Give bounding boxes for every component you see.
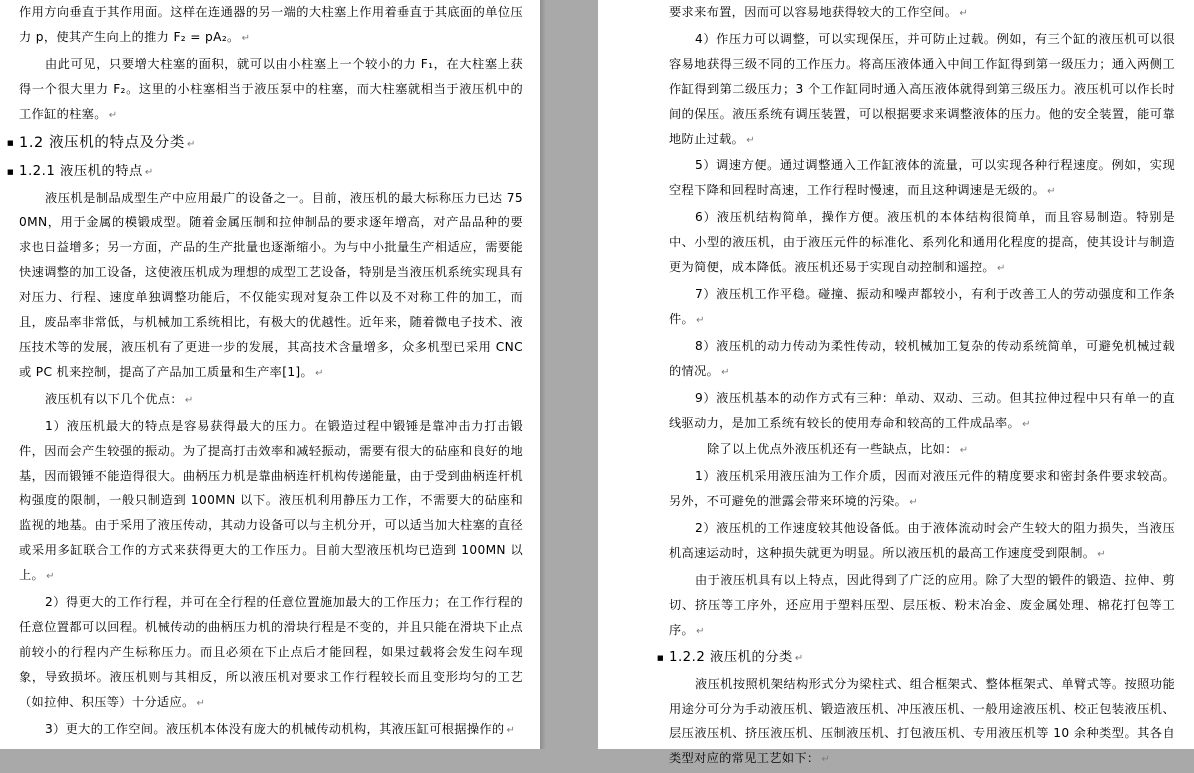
paragraph-mark-icon: ↵: [696, 314, 705, 326]
paragraph-mark-icon: ↵: [1047, 186, 1056, 198]
paragraph-mark-icon: ↵: [506, 724, 516, 736]
paragraph-mark-icon: ↵: [959, 445, 969, 457]
body-paragraph: [19, 186, 523, 387]
paragraph-text: 由此可见，只要增大柱塞的面积，就可以由小柱塞上一个较小的力 F₁，在大柱塞上获得一个很大里力 F₂。这里的小柱塞相当于液压泵中的柱塞，而大柱塞就相当于液压机中的工作缸的柱塞。: [19, 56, 523, 121]
paragraph-text: 作用方向垂直于其作用面。这样在连通器的另一端的大柱塞上作用着垂直于其底面的单位压力 p，使其产生向上的推力 F₂ = pA₂。: [19, 5, 523, 44]
paragraph-mark-icon: ↵: [996, 263, 1006, 275]
paragraph-text: 1.2.2 液压机的分类: [669, 649, 793, 665]
paragraph-text: 要求来布置，因而可以容易地获得较大的工作空间。: [669, 5, 958, 19]
subsection-heading: [657, 645, 1175, 672]
paragraph-mark-icon: ↵: [721, 366, 730, 378]
body-paragraph: [19, 52, 523, 129]
subsection-heading: [7, 159, 523, 186]
body-paragraph: [19, 717, 523, 744]
section-heading: [7, 129, 523, 159]
body-paragraph: [669, 334, 1175, 386]
body-paragraph: [669, 282, 1175, 334]
body-paragraph: [669, 153, 1175, 205]
paragraph-mark-icon: ↵: [186, 138, 196, 150]
paragraph-mark-icon: ↵: [794, 652, 804, 664]
body-paragraph: [19, 387, 523, 414]
paragraph-text: 8）液压机的动力传动为柔性传动，较机械加工复杂的传动系统简单，可避免机械过载的情况。: [669, 338, 1175, 378]
paragraph-mark-icon: ↵: [144, 166, 154, 178]
heading-bullet-icon: ■: [7, 167, 15, 176]
document-page-left[interactable]: [0, 0, 540, 749]
heading-bullet-icon: ■: [657, 653, 665, 662]
paragraph-mark-icon: ↵: [909, 497, 918, 509]
paragraph-text: 1.2 液压机的特点及分类: [19, 134, 185, 151]
paragraph-text: 1）液压机采用液压油为工作介质，因而对液压元件的精度要求和密封条件要求较高。另外，不可避免的泄露会带来环境的污染。: [669, 469, 1175, 509]
paragraph-text: 7）液压机工作平稳。碰撞、振动和噪声都较小，有利于改善工人的劳动强度和工作条件。: [669, 286, 1175, 326]
body-paragraph: [669, 27, 1175, 154]
body-paragraph: [669, 437, 1175, 464]
page-left-text-column[interactable]: [7, 0, 523, 743]
body-paragraph: [669, 464, 1175, 516]
paragraph-text: 2）液压机的工作速度较其他设备低。由于液体流动时会产生较大的阻力损失，当液压机高速运动时，这种损失就更为明显。所以液压机的最高工作速度受到限制。: [669, 521, 1175, 561]
paragraph-text: 5）调速方便。通过调整通入工作缸液体的流量，可以实现各种行程速度。例如，实现空程下降和回程时高速，工作行程时慢速，而且这种调速是无级的。: [669, 158, 1175, 198]
paragraph-mark-icon: ↵: [696, 625, 705, 637]
paragraph-mark-icon: ↵: [746, 134, 755, 146]
paragraph-text: 4）作压力可以调整，可以实现保压，并可防止过载。例如，有三个缸的液压机可以很容易地获得三级不同的工作压力。将高压液体通入中间工作缸得到第一级压力；通入两侧工作缸得到第二级压力；3 个工作缸同时通入高压液体就得到第三级压力。液压机可以作长时间的保压。液压系统有调压装置，可以根据要求来调整液体的压力。他的安全装置，能可靠地防止过载。: [669, 31, 1175, 146]
paragraph-text: 液压机是制品成型生产中应用最广的设备之一。目前，液压机的最大标称压力已达 750MN，用于金属的模锻成型。随着金属压制和拉伸制品的要求逐年增高，对产品品种的要求也日益增多；另一方面，产品的生产批量也逐渐缩小。为与中小批量生产相适应，需要能快速调整的加工设备，这使液压机成为理想的成型工艺设备，特别是当液压机系统实现具有对压力、行程、速度单独调整功能后，不仅能实现对复杂工件以及不对称工件的加工，而且，废品率非常低，与机械加工系统相比，有极大的优越性。近年来，随着微电子技术、液压技术等的发展，液压机有了更进一步的发展，其高技术含量增多，众多机型已采用 CNC 或 PC 机来控制，提高了产品加工质量和生产率[1]。: [19, 190, 523, 379]
body-paragraph: [669, 0, 1175, 27]
body-paragraph: [19, 414, 523, 590]
page-right-text-column[interactable]: [657, 0, 1175, 773]
paragraph-mark-icon: ↵: [46, 571, 55, 583]
paragraph-text: 1.2.1 液压机的特点: [19, 163, 143, 179]
paragraph-text: 3）更大的工作空间。液压机本体没有庞大的机械传动机构，其液压缸可根据操作的: [45, 721, 505, 736]
paragraph-text: 1）液压机最大的特点是容易获得最大的压力。在锻造过程中锻锤是靠冲击力打击锻件，因而会产生较强的振动。为了提高打击效率和减轻振动，需要有很大的砧座和良好的地基，因而锻锤不能造得很大。曲柄压力机是靠曲柄连杆机构传递能量，由于受到曲柄连杆机构强度的限制，一般只制造到 100MN 以下。液压机利用静压力工作，不需要大的砧座和监视的地基。由于采用了液压传动，其动力设备可以与主机分开，可以适当加大柱塞的直径或采用多缸联合工作的方式来获得更大的工作压力。目前大型液压机均已造到 100MN 以上。: [19, 418, 523, 583]
body-paragraph: [669, 516, 1175, 568]
paragraph-text: 6）液压机结构简单，操作方便。液压机的本体结构很简单，而且容易制造。特别是中、小型的液压机，由于液压元件的标准化、系列化和通用化程度的提高，使其设计与制造更为简便，成本降低。液压机还易于实现自动控制和遥控。: [669, 210, 1175, 275]
paragraph-mark-icon: ↵: [196, 697, 206, 709]
paragraph-mark-icon: ↵: [108, 109, 118, 121]
paragraph-mark-icon: ↵: [184, 394, 194, 406]
body-paragraph: [669, 386, 1175, 438]
body-paragraph: [19, 0, 523, 52]
paragraph-text: 由于液压机具有以上特点，因此得到了广泛的应用。除了大型的锻件的锻造、拉伸、剪切、挤压等工序外，还应用于塑料压型、层压板、粉末冶金、废金属处理、棉花打包等工序。: [669, 572, 1175, 637]
paragraph-text: 2）得更大的工作行程，并可在全行程的任意位置施加最大的工作压力；在工作行程的任意位置都可以回程。机械传动的曲柄压力机的滑块行程是不变的，并且只能在滑块下止点前较小的行程内产生标称压力。而且必须在下止点后才能回程，如果过载将会发生闷车现象，导致损坏。液压机则与其相反，所以液压机对要求工作行程较长而且变形均匀的工艺（如拉伸、积压等）十分适应。: [19, 595, 523, 709]
paragraph-mark-icon: ↵: [1097, 549, 1107, 561]
document-page-right[interactable]: [598, 0, 1194, 766]
paragraph-text: 液压机有以下几个优点：: [45, 391, 183, 406]
body-paragraph: [669, 672, 1175, 773]
body-paragraph: [669, 205, 1175, 282]
paragraph-mark-icon: ↵: [959, 8, 969, 19]
paragraph-text: 9）液压机基本的动作方式有三种：单动、双动、三动。但其拉伸过程中只有单一的直线驱动力，是加工系统有较长的使用寿命和较高的工件成品率。: [669, 390, 1175, 430]
paragraph-text: 除了以上优点外液压机还有一些缺点，比如：: [707, 442, 958, 457]
body-paragraph: [19, 590, 523, 717]
page-gap: [540, 0, 546, 749]
heading-bullet-icon: ■: [7, 138, 15, 147]
paragraph-mark-icon: ↵: [821, 754, 831, 766]
paragraph-mark-icon: ↵: [241, 32, 251, 44]
body-paragraph: [669, 568, 1175, 645]
paragraph-mark-icon: ↵: [315, 367, 324, 379]
paragraph-text: 液压机按照机架结构形式分为梁柱式、组合框架式、整体框架式、单臂式等。按照功能用途分可分为手动液压机、锻造液压机、冲压液压机、一般用途液压机、校正包装液压机、层压液压机、挤压液压机、压制液压机、打包液压机、专用液压机等 10 余种类型。其各自类型对应的常见工艺如下：: [669, 676, 1175, 766]
paragraph-mark-icon: ↵: [1022, 418, 1031, 430]
